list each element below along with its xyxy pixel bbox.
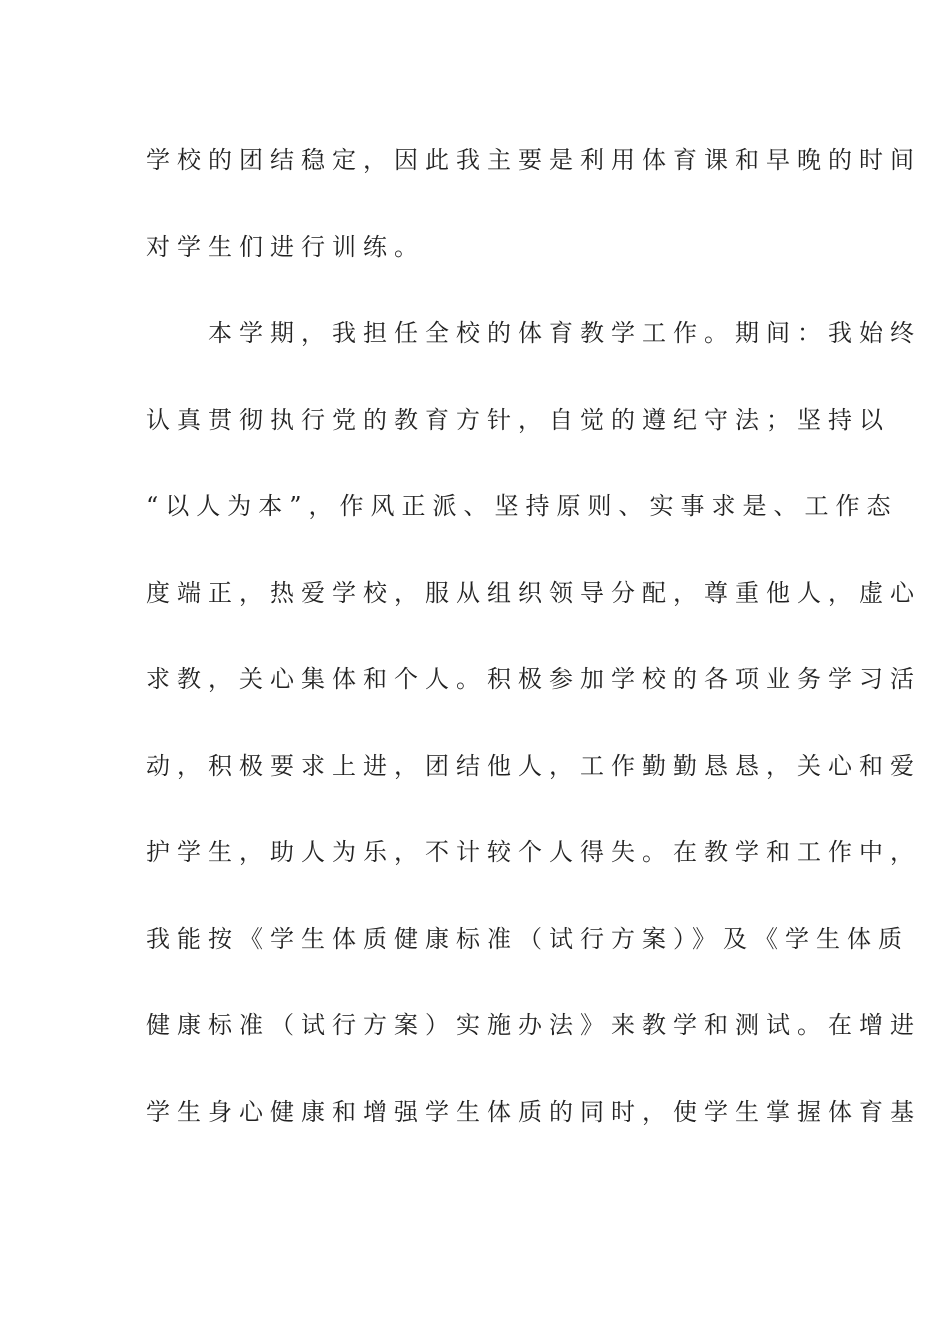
text-line: “以人为本”，作风正派、坚持原则、实事求是、工作态 bbox=[146, 492, 898, 520]
text-line: 动，积极要求上进，团结他人，工作勤勤恳恳，关心和爱 bbox=[146, 751, 921, 780]
text-line: 求教，关心集体和个人。积极参加学校的各项业务学习活 bbox=[146, 665, 921, 693]
text-line: 认真贯彻执行党的教育方针，自觉的遵纪守法；坚持以 bbox=[146, 405, 890, 434]
text-line: 学校的团结稳定，因此我主要是利用体育课和早晚的时间 bbox=[146, 146, 921, 174]
text-line: 我能按《学生体质健康标准（试行方案）》及《学生体质 bbox=[146, 924, 909, 953]
text-line: 学生身心健康和增强学生体质的同时，使学生掌握体育基 bbox=[146, 1097, 921, 1126]
text-line: 护学生，助人为乐，不计较个人得失。在教学和工作中， bbox=[146, 838, 921, 866]
body-text bbox=[146, 130, 921, 1168]
text-line: 度端正，热爱学校，服从组织领导分配，尊重他人，虚心 bbox=[146, 578, 921, 607]
text-line: 对学生们进行训练。 bbox=[146, 232, 425, 261]
text-line: 健康标准（试行方案）实施办法》来教学和测试。在增进 bbox=[146, 1011, 921, 1039]
text-line: 本学期，我担任全校的体育教学工作。期间：我始终 bbox=[146, 319, 921, 347]
